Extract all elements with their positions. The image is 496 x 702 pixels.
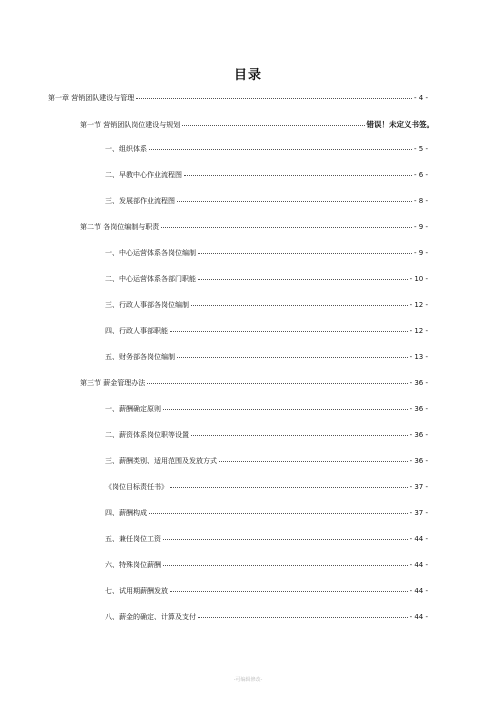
toc-item[interactable] [105, 197, 428, 206]
toc-page-number: - 36 - [409, 431, 428, 439]
toc-page-number: - 44 - [409, 613, 428, 621]
toc-page-number: - 9 - [414, 223, 428, 231]
toc-entry-label: 五、兼任岗位工资 [105, 535, 161, 543]
toc-item[interactable] [105, 431, 428, 440]
toc-item[interactable] [105, 249, 428, 258]
toc-item[interactable] [105, 405, 428, 414]
dot-leader [191, 305, 408, 306]
toc-section-2[interactable] [80, 223, 428, 232]
toc-item[interactable] [105, 613, 428, 622]
toc-item[interactable] [105, 509, 428, 518]
dot-leader [198, 279, 408, 280]
dot-leader [163, 409, 408, 410]
toc-page-number: - 36 - [409, 457, 428, 465]
toc-entry-label: 二、早教中心作业流程图 [105, 171, 182, 179]
toc-page-number: - 10 - [409, 275, 428, 283]
toc-item[interactable] [105, 327, 428, 336]
dot-leader [163, 565, 408, 566]
toc-page-number: - 36 - [409, 405, 428, 413]
toc-page-number: - 13 - [409, 353, 428, 361]
toc-page-number: - 37 - [409, 483, 428, 491]
toc-section-1[interactable] [80, 120, 434, 130]
toc-entry-label: 第三节 薪金管理办法 [80, 379, 146, 387]
dot-leader [149, 149, 412, 150]
dot-leader [177, 201, 412, 202]
toc-item[interactable] [105, 587, 428, 596]
dot-leader [219, 461, 408, 462]
toc-page-number: - 9 - [414, 249, 428, 257]
dot-leader [198, 253, 412, 254]
toc-entry-label: 三、薪酬类别、适用范围及发放方式 [105, 457, 217, 465]
toc-entry-label: 第一章 营销团队建设与管理 [48, 94, 135, 102]
toc-entry-label: 第二节 各岗位编制与职责 [80, 223, 160, 231]
dot-leader [170, 591, 408, 592]
toc-entry-label: 八、薪金的确定、计算及支付 [105, 613, 196, 621]
dot-leader [182, 125, 364, 126]
page-footer: -可编辑修改- [233, 677, 263, 683]
toc-section-3[interactable] [80, 379, 428, 388]
toc-page-number: - 37 - [409, 509, 428, 517]
dot-leader [184, 175, 412, 176]
toc-item[interactable] [105, 561, 428, 570]
toc-item[interactable] [105, 275, 428, 284]
toc-item[interactable] [105, 535, 428, 544]
toc-entry-label: 五、财务部各岗位编制 [105, 353, 175, 361]
toc-title: 目录 [233, 68, 262, 83]
toc-entry-label: 六、特殊岗位薪酬 [105, 561, 161, 569]
toc-entry-label: 一、组织体系 [105, 145, 147, 153]
toc-item[interactable] [105, 171, 428, 180]
dot-leader [149, 513, 408, 514]
toc-page-number: - 12 - [409, 327, 428, 335]
toc-entry-label: 四、行政人事部职能 [105, 327, 168, 335]
toc-entry-label: 七、试用期薪酬发放 [105, 587, 168, 595]
toc-error-bookmark: 错误！未定义书签。 [366, 120, 434, 129]
dot-leader [198, 617, 408, 618]
dot-leader [161, 227, 412, 228]
toc-item[interactable] [105, 483, 428, 492]
dot-leader [177, 357, 408, 358]
toc-entry-label: 《岗位目标责任书》 [105, 483, 168, 491]
toc-item[interactable] [105, 301, 428, 310]
toc-entry-label: 二、中心运营体系各部门职能 [105, 275, 196, 283]
dot-leader [147, 383, 407, 384]
toc-entry-label: 三、发展部作业流程图 [105, 197, 175, 205]
toc-entry-label: 第一节 营销团队岗位建设与规划 [80, 121, 181, 129]
toc-page-number: - 6 - [414, 171, 428, 179]
toc-chapter-1[interactable] [48, 94, 428, 103]
toc-page-number: - 44 - [409, 561, 428, 569]
dot-leader [170, 487, 408, 488]
toc-page-number: - 12 - [409, 301, 428, 309]
dot-leader [136, 98, 412, 99]
toc-item[interactable] [105, 457, 428, 466]
toc-entry-label: 一、中心运营体系各岗位编制 [105, 249, 196, 257]
toc-entry-label: 四、薪酬构成 [105, 509, 147, 517]
dot-leader [170, 331, 408, 332]
toc-entry-label: 三、行政人事部各岗位编制 [105, 301, 189, 309]
toc-page-number: - 5 - [414, 145, 428, 153]
dot-leader [191, 435, 408, 436]
toc-entry-label: 一、薪酬确定原则 [105, 405, 161, 413]
toc-page-number: - 8 - [414, 197, 428, 205]
toc-page-number: - 36 - [409, 379, 428, 387]
toc-item[interactable] [105, 145, 428, 154]
toc-page-number: - 44 - [409, 587, 428, 595]
dot-leader [163, 539, 408, 540]
toc-page-number: - 44 - [409, 535, 428, 543]
toc-item[interactable] [105, 353, 428, 362]
toc-entry-label: 二、薪资体系岗位职等设置 [105, 431, 189, 439]
toc-page-number: - 4 - [414, 94, 428, 102]
